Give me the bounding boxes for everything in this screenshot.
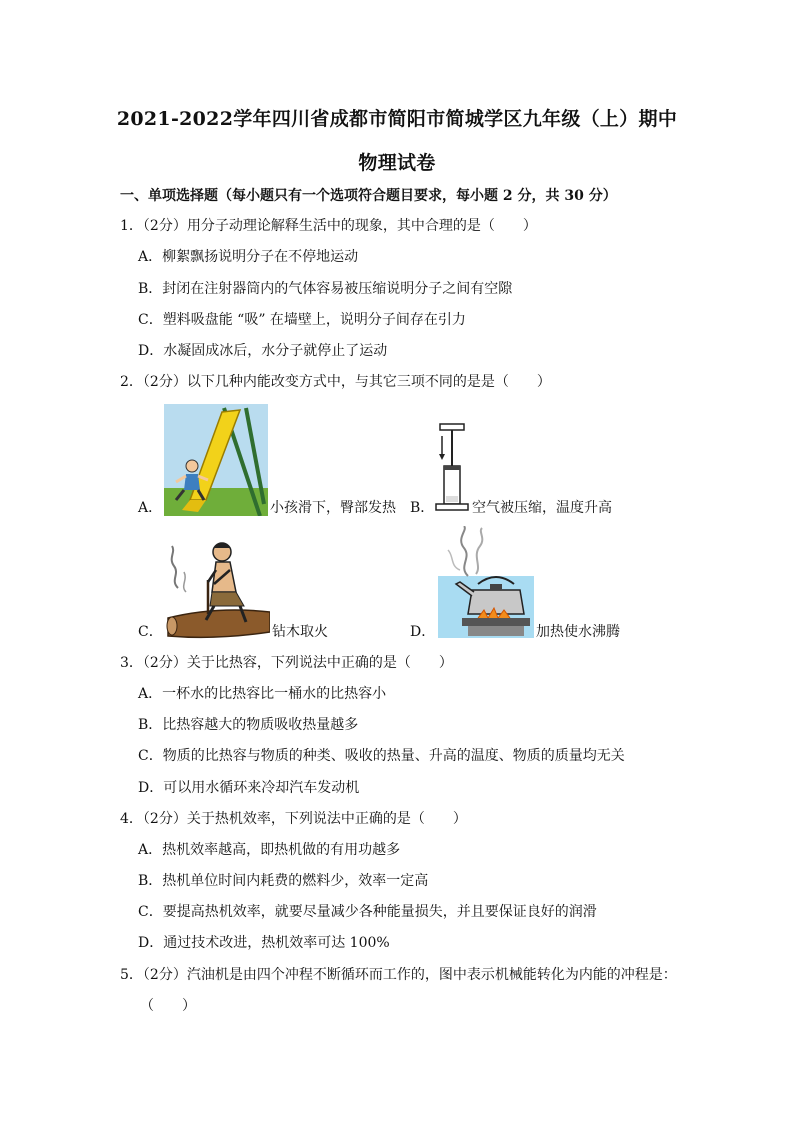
drilling-wood-figure: [166, 540, 270, 640]
q2-label-b: B．: [410, 500, 435, 516]
q1-option-a: A．柳絮飘扬说明分子在不停地运动: [138, 249, 359, 265]
q1-option-b: B．封闭在注射器筒内的气体容易被压缩说明分子之间有空隙: [138, 281, 513, 297]
exam-title-line2: 物理试卷: [358, 152, 436, 174]
q4-option-d: D．通过技术改进，热机效率可达 100%: [138, 935, 390, 951]
q1-option-d: D．水凝固成冰后，水分子就停止了运动: [138, 343, 388, 359]
q2-label-a: A．: [138, 500, 163, 516]
q2-label-c: C．: [138, 624, 163, 640]
q2-caption-d: 加热使水沸腾: [536, 624, 620, 640]
q2-caption-a: 小孩滑下，臀部发热: [270, 500, 396, 516]
q4-option-b: B．热机单位时间内耗费的燃料少，效率一定高: [138, 873, 429, 889]
q1-option-c: C．塑料吸盘能 “吸” 在墙壁上，说明分子间存在引力: [138, 312, 466, 328]
exam-title-line1: 2021-2022学年四川省成都市简阳市简城学区九年级（上）期中: [116, 108, 678, 130]
q4-option-c: C．要提高热机效率，就要尽量减少各种能量损失，并且要保证良好的润滑: [138, 904, 597, 920]
q3-option-d: D．可以用水循环来冷却汽车发动机: [138, 780, 360, 796]
q2-label-d: D．: [410, 624, 436, 640]
q3-option-c: C．物质的比热容与物质的种类、吸收的热量、升高的温度、物质的质量均无关: [138, 748, 625, 764]
q4-option-a: A．热机效率越高，即热机做的有用功越多: [138, 842, 401, 858]
q2-stem: 2．（2分）以下几种内能改变方式中，与其它三项不同的是是（ ）: [120, 374, 551, 390]
q2-caption-b: 空气被压缩，温度升高: [472, 500, 612, 516]
q5-answer-blank: （ ）: [140, 998, 196, 1014]
q5-stem: 5．（2分）汽油机是由四个冲程不断循环而工作的，图中表示机械能转化为内能的冲程是：: [120, 967, 677, 983]
air-compressor-figure: [430, 422, 470, 514]
q1-stem: 1．（2分）用分子动理论解释生活中的现象，其中合理的是（ ）: [120, 218, 537, 234]
q3-option-b: B．比热容越大的物质吸收热量越多: [138, 717, 359, 733]
q2-caption-c: 钻木取火: [272, 624, 328, 640]
q3-stem: 3．（2分）关于比热容，下列说法中正确的是（ ）: [120, 655, 453, 671]
q3-option-a: A．一杯水的比热容比一桶水的比热容小: [138, 686, 387, 702]
q4-stem: 4．（2分）关于热机效率，下列说法中正确的是（ ）: [120, 811, 467, 827]
section-heading: 一、单项选择题（每小题只有一个选项符合题目要求，每小题 2 分，共 30 分）: [120, 188, 617, 204]
boiling-kettle-figure: [438, 526, 534, 638]
slide-figure: [164, 404, 268, 516]
